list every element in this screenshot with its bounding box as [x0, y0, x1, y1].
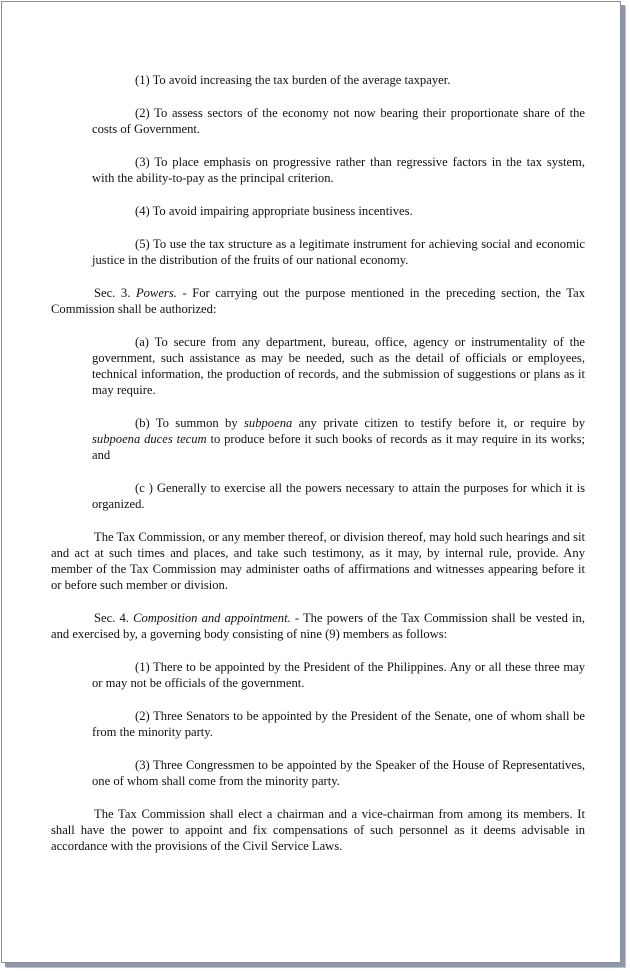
section-4-composition [51, 610, 585, 642]
power-b-text-3: to produce before it such books of records as it may require in its works; and [92, 432, 585, 462]
member-2: (2) Three Senators to be appointed by the President of the Senate, one of whom shall be from the minority party. [92, 709, 585, 739]
power-c: (c ) Generally to exercise all the powers necessary to attain the purposes for which it is organized. [92, 481, 585, 511]
section-3-powers [51, 285, 585, 317]
objective-1: (1) To avoid increasing the tax burden of the average taxpayer. [135, 73, 451, 87]
objective-4: (4) To avoid impairing appropriate business incentives. [135, 204, 413, 218]
chairman-paragraph: The Tax Commission shall elect a chairman and a vice-chairman from among its members. It shall have the power to appoint and fix compensations of such personnel as it deems advisable in accordance with the provisions of the Civil Service Laws. [51, 807, 585, 853]
objective-3: (3) To place emphasis on progressive rather than regressive factors in the tax system, with the ability-to-pay as the principal criterion. [92, 155, 585, 185]
power-b [92, 415, 585, 463]
document-page [1, 1, 621, 963]
section-3-number: Sec. 3. [94, 286, 136, 300]
section-4-number: Sec. 4. [94, 611, 134, 625]
power-b-text-2: any private citizen to testify before it, or require by [292, 416, 585, 430]
objective-5: (5) To use the tax structure as a legitimate instrument for achieving social and economic justice in the distribution of the fruits of our national economy. [92, 237, 585, 267]
document-body [51, 72, 585, 871]
section-4-text: - The powers of the Tax Commission shall be vested in, and exercised by, a governing body consisting of nine (9) members as follows: [51, 611, 586, 641]
hearings-paragraph: The Tax Commission, or any member thereof, or division thereof, may hold such hearings and sit and act at such times and places, and take such testimony, as it may, by internal rule, provide. Any member of the Tax Commission may administer oaths of affirmations and witnesses appearing before it or before such member or division. [51, 530, 585, 592]
power-b-subpoena: subpoena [244, 416, 293, 430]
section-3-text: - For carrying out the purpose mentioned in the preceding section, the Tax Commission shall be authorized: [51, 286, 585, 316]
power-b-text-1: (b) To summon by [135, 416, 245, 430]
power-b-duces-tecum: subpoena duces tecum [92, 432, 207, 446]
section-3-heading: Powers. [135, 286, 177, 300]
objective-2: (2) To assess sectors of the economy not now bearing their proportionate share of the costs of Government. [92, 106, 585, 136]
member-1: (1) There to be appointed by the President of the Philippines. Any or all these three may or may not be officials of the government. [92, 660, 585, 690]
power-a: (a) To secure from any department, bureau, office, agency or instrumentality of the government, such assistance as may be needed, such as the detail of officials or employees, technical information, the production of records, and the submission of suggestions or plans as it may require. [92, 335, 585, 397]
section-4-heading: Composition and appointment. [133, 611, 291, 625]
member-3: (3) Three Congressmen to be appointed by the Speaker of the House of Representatives, one of whom shall come from the minority party. [92, 758, 585, 788]
